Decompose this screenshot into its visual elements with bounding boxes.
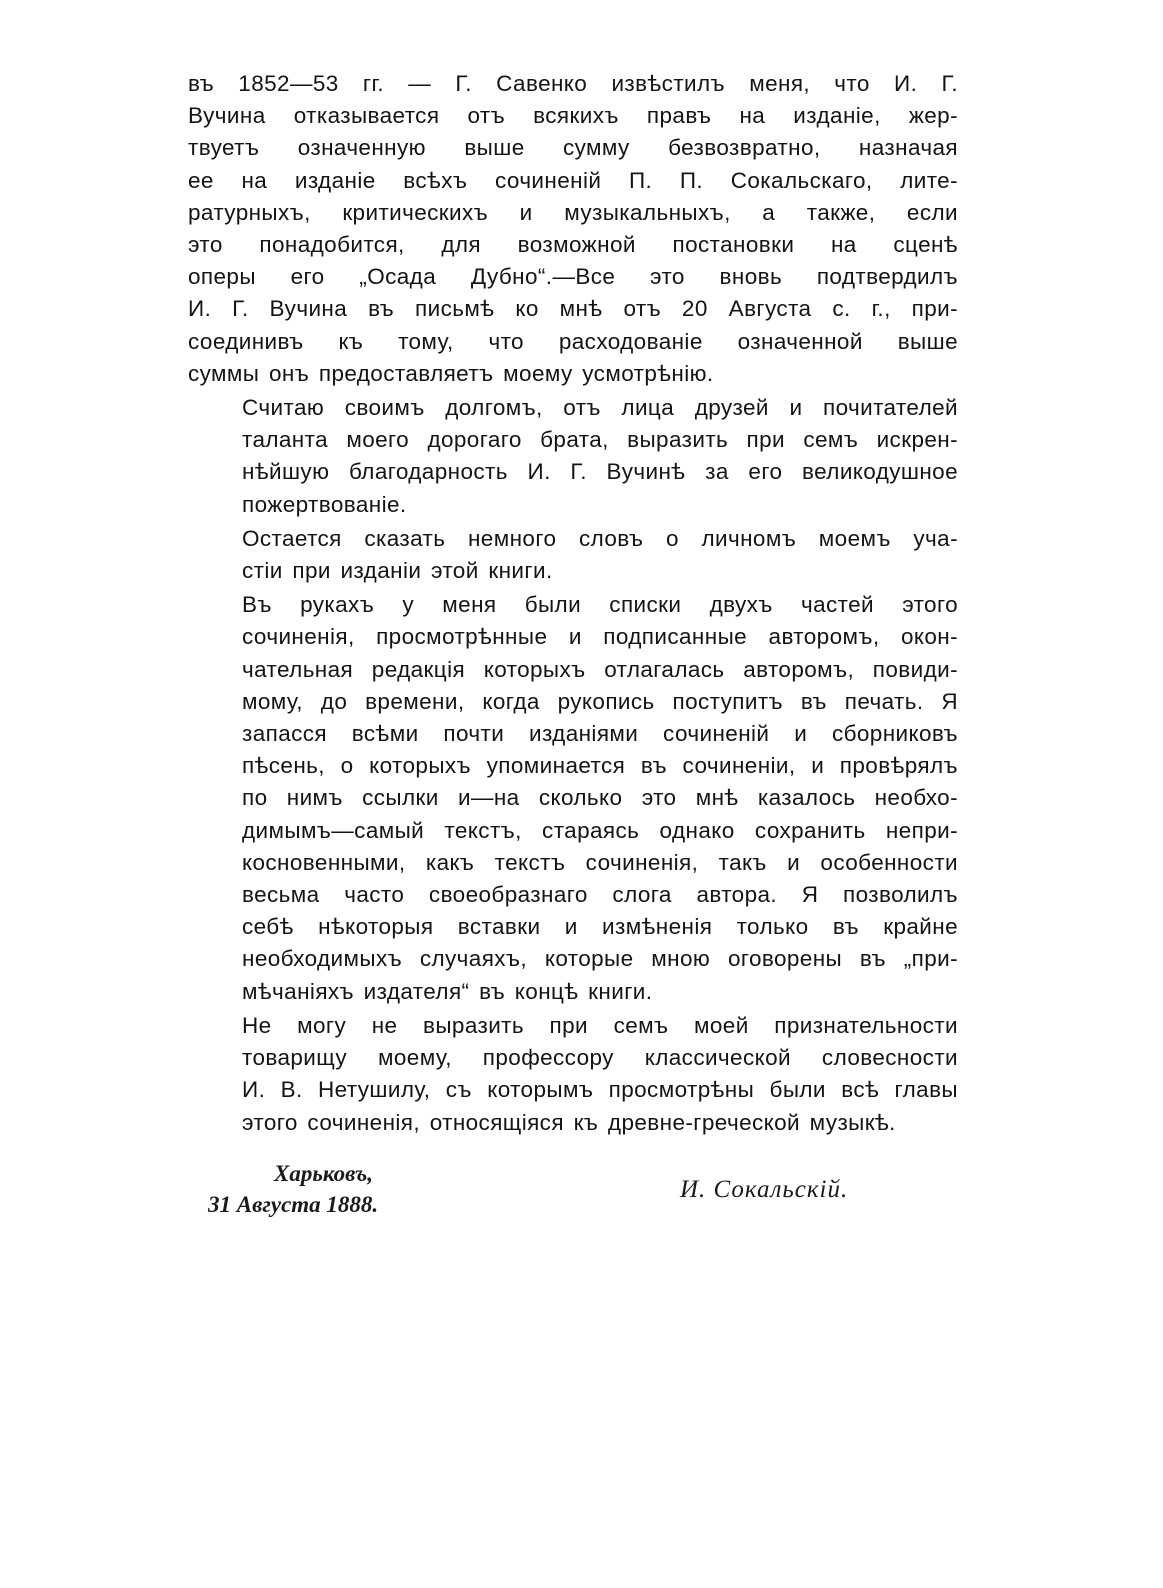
- text-line: необходимыхъ случаяхъ, которые мною оговорены въ „при-: [242, 946, 958, 972]
- text-line: это понадобится, для возможной постановки на сценѣ: [188, 232, 958, 258]
- paragraph: [188, 392, 958, 521]
- place-and-date: [208, 1158, 378, 1220]
- text-line: Не могу не выразить при семъ моей признательности: [242, 1012, 958, 1038]
- text-line: И. Г. Вучина въ письмѣ ко мнѣ отъ 20 Августа с. г., при-: [188, 296, 958, 322]
- text-line: ратурныхъ, критическихъ и музыкальныхъ, а также, если: [188, 199, 958, 225]
- text-line: весьма часто своеобразнаго слога автора. Я позволилъ: [242, 882, 958, 908]
- text-line: по нимъ ссылки и—на сколько это мнѣ казалось необхо-: [242, 785, 958, 811]
- text-line: пѣсень, о которыхъ упоминается въ сочиненіи, и провѣрялъ: [242, 753, 958, 779]
- text-line: оперы его „Осада Дубно“.—Все это вновь подтвердилъ: [188, 264, 958, 290]
- text-line: запасся всѣми почти изданіями сочиненій и сборниковъ: [242, 721, 958, 747]
- text-line: И. В. Нетушилу, съ которымъ просмотрѣны были всѣ главы: [242, 1077, 958, 1103]
- paragraph: [188, 523, 958, 587]
- text-line: товарищу моему, профессору классической словесности: [242, 1045, 958, 1071]
- paragraph: [188, 1010, 958, 1139]
- text-line: Въ рукахъ у меня были списки двухъ частей этого: [242, 592, 958, 618]
- text-line: нѣйшую благодарность И. Г. Вучинѣ за его великодушное: [242, 459, 958, 485]
- text-line: соединивъ къ тому, что расходованіе означенной выше: [188, 328, 958, 354]
- text-line: стіи при изданіи этой книги.: [242, 558, 553, 584]
- text-line: Вучина отказывается отъ всякихъ правъ на изданіе, жер-: [188, 103, 958, 129]
- text-line: чательная редакція которыхъ отлагалась авторомъ, повиди-: [242, 656, 958, 682]
- closing-block: [188, 1158, 958, 1238]
- text-line: мому, до времени, когда рукопись поступитъ въ печать. Я: [242, 688, 958, 714]
- author-signature: И. Сокальскій.: [680, 1176, 849, 1203]
- text-line: суммы онъ предоставляетъ моему усмотрѣнію.: [188, 360, 714, 386]
- text-line: сочиненія, просмотрѣнные и подписанные авторомъ, окон-: [242, 624, 958, 650]
- text-line: Считаю своимъ долгомъ, отъ лица друзей и почитателей: [242, 395, 958, 421]
- text-line: мѣчаніяхъ издателя“ въ концѣ книги.: [242, 978, 653, 1004]
- text-line: твуетъ означенную выше сумму безвозвратно, назначая: [188, 135, 958, 161]
- closing-date: 31 Августа 1888.: [208, 1192, 379, 1217]
- text-line: пожертвованіе.: [242, 491, 407, 517]
- text-line: себѣ нѣкоторыя вставки и измѣненія только въ крайне: [242, 914, 958, 940]
- paragraph: [188, 589, 958, 1008]
- text-line: въ 1852—53 гг. — Г. Савенко извѣстилъ меня, что И. Г.: [188, 71, 958, 96]
- text-line: ее на изданіе всѣхъ сочиненій П. П. Сокальскаго, лите-: [188, 167, 958, 193]
- paragraph: [188, 68, 958, 390]
- document-body: [188, 68, 958, 1139]
- text-line: этого сочиненія, относящіяся къ древне-греческой музыкѣ.: [242, 1109, 896, 1135]
- text-line: Остается сказать немного словъ о личномъ моемъ уча-: [242, 525, 958, 551]
- closing-place: Харьковъ,: [274, 1161, 373, 1186]
- text-line: косновенными, какъ текстъ сочиненія, такъ и особенности: [242, 849, 958, 875]
- text-line: таланта моего дорогаго брата, выразить при семъ искрен-: [242, 427, 958, 453]
- text-line: димымъ—самый текстъ, стараясь однако сохранить непри-: [242, 817, 958, 843]
